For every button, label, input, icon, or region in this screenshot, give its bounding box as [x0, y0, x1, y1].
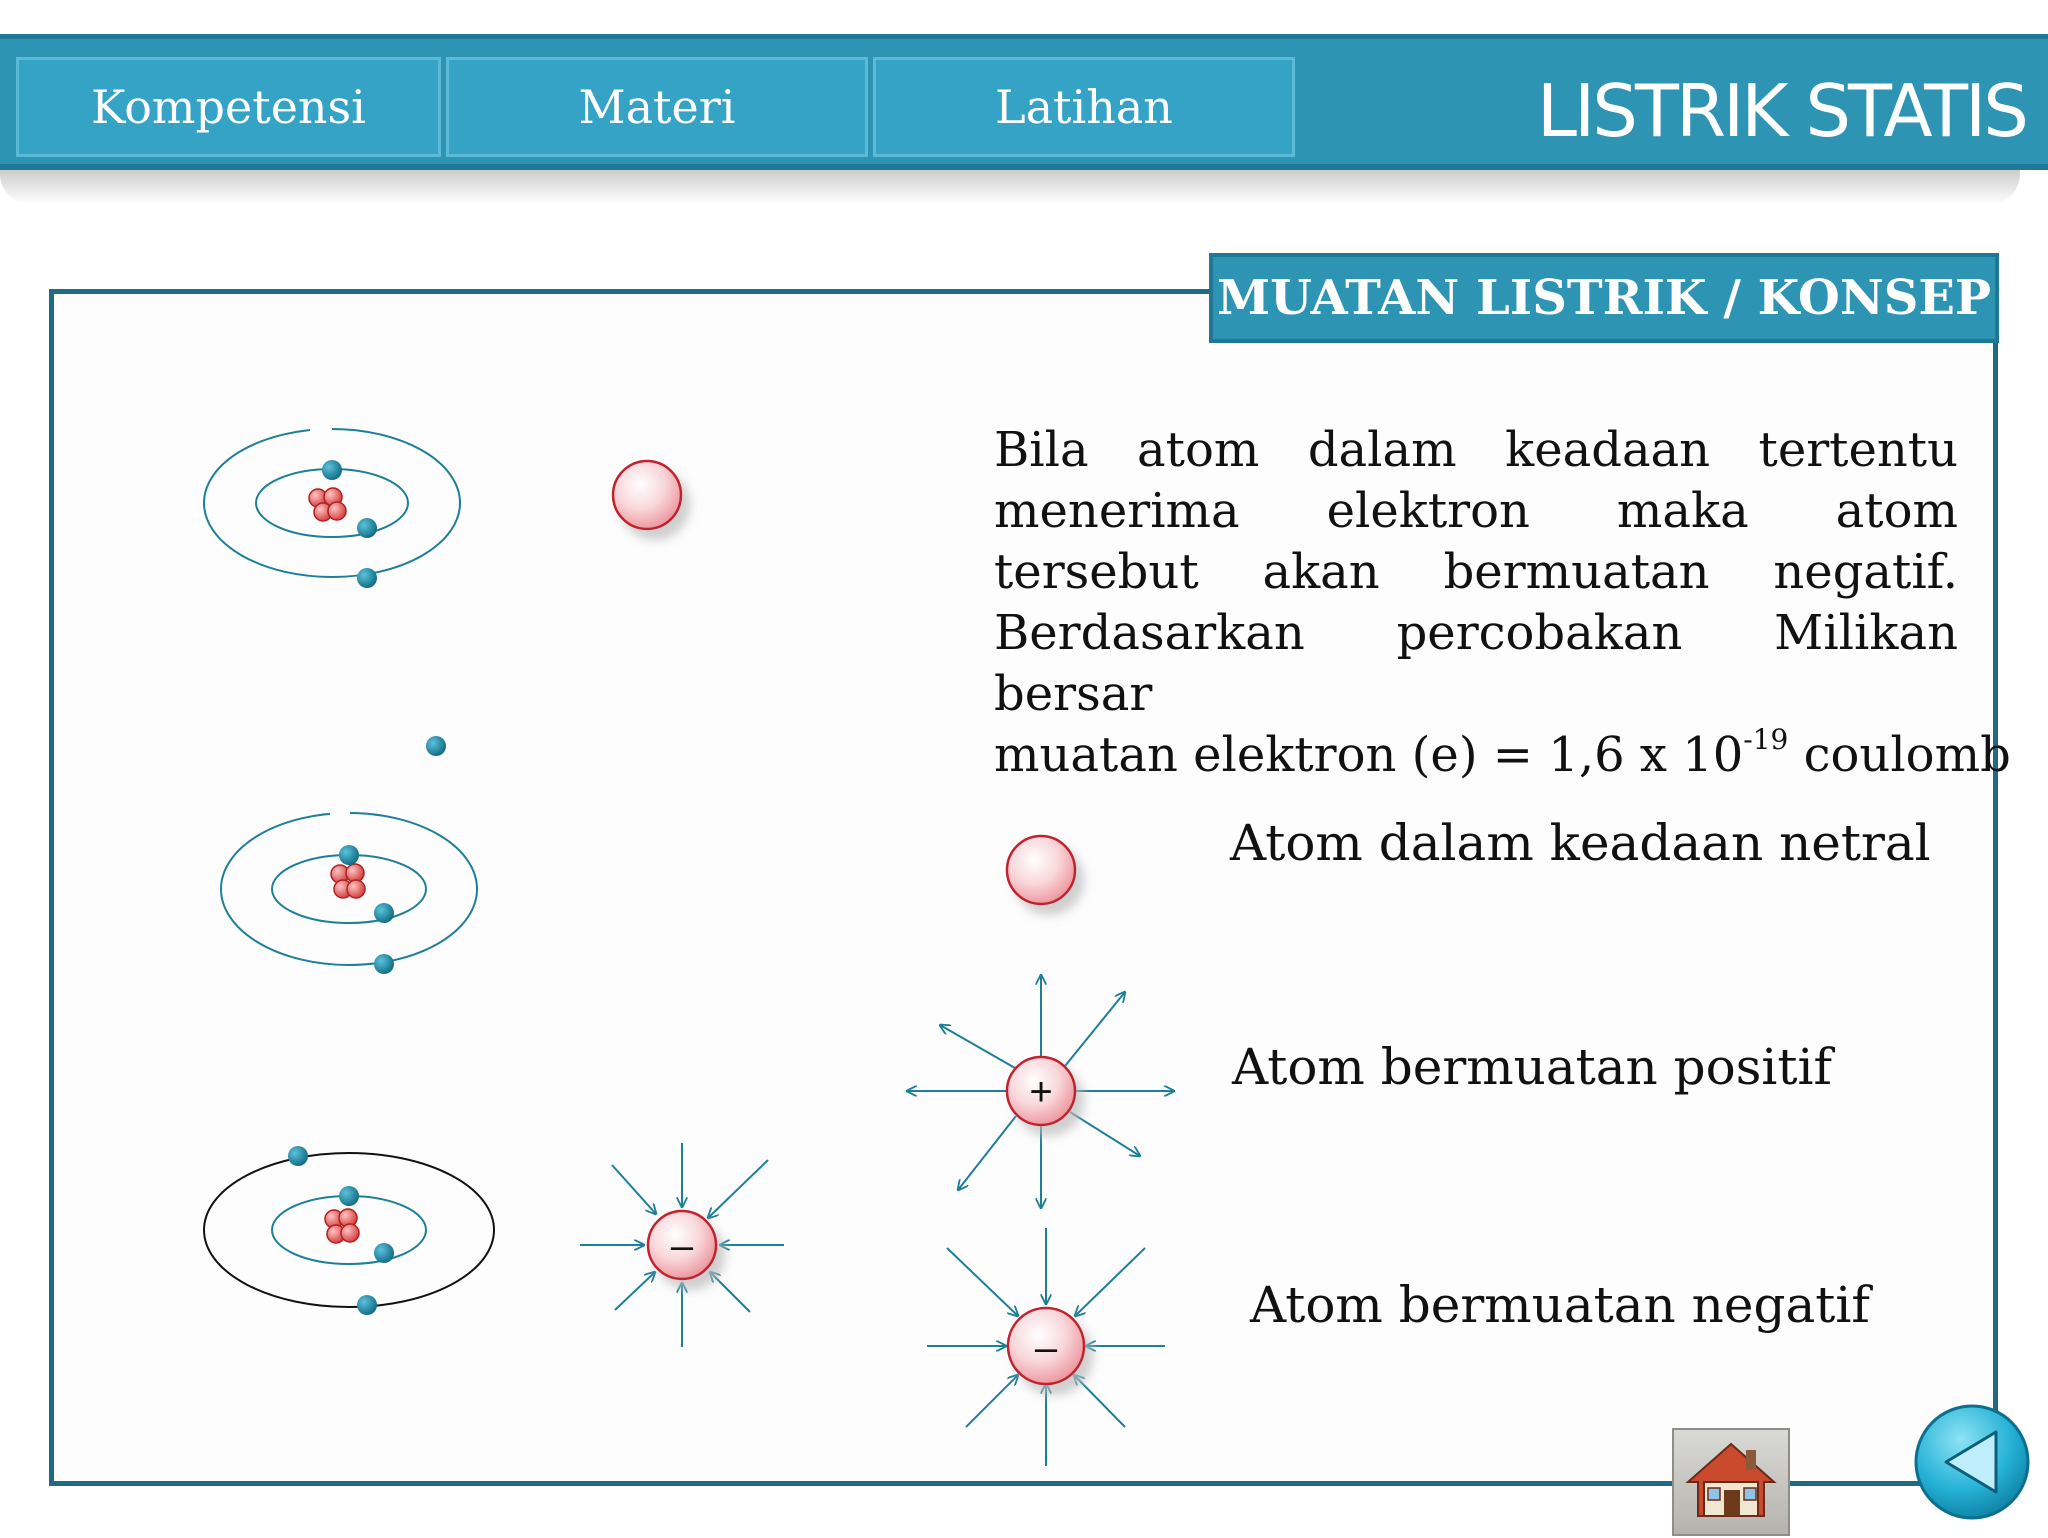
label-atom-negatif: Atom bermuatan negatif	[1250, 1276, 1870, 1334]
nucleus-1	[309, 488, 346, 521]
paragraph-negative-charge: Bila atom dalam keadaan tertentu menerima elektron maka atom tersebut akan bermuatan negatif.	[994, 422, 1958, 600]
electron-icon	[339, 1186, 359, 1206]
electron-icon	[339, 845, 359, 865]
electron-charge-unit: coulomb	[1788, 727, 2011, 783]
electron-charge-line-2	[994, 723, 2011, 786]
back-button[interactable]	[1912, 1402, 2032, 1522]
electron-icon	[374, 954, 394, 974]
electron-charge-prefix: muatan elektron (e) = 1,6 x 10	[994, 727, 1744, 783]
tab-kompetensi[interactable]: Kompetensi	[16, 57, 441, 157]
triangle-left-icon	[1912, 1402, 2032, 1522]
app-title: LISTRIK STATIS	[1536, 69, 2026, 153]
label-atom-positif: Atom bermuatan positif	[1232, 1038, 1832, 1096]
paragraph-electron-charge	[994, 603, 2011, 786]
electron-icon	[322, 460, 342, 480]
electron-icon	[357, 568, 377, 588]
electron-icon	[288, 1146, 308, 1166]
free-electron-icon	[426, 736, 446, 756]
electron-icon	[357, 518, 377, 538]
minus-sign: –	[1034, 1326, 1058, 1370]
tab-latihan[interactable]: Latihan	[873, 57, 1295, 157]
electron-icon	[374, 903, 394, 923]
nucleus-2	[331, 864, 365, 898]
charge-sphere-neutral-1	[613, 461, 681, 529]
electron-charge-exponent: -19	[1743, 723, 1789, 756]
electron-icon	[357, 1295, 377, 1315]
atom-2	[221, 806, 477, 974]
nucleus-3	[325, 1209, 359, 1243]
label-atom-netral: Atom dalam keadaan netral	[1230, 814, 1931, 872]
home-icon	[1674, 1430, 1788, 1534]
home-button[interactable]	[1672, 1428, 1790, 1536]
minus-sign: –	[670, 1224, 694, 1268]
section-title: MUATAN LISTRIK / KONSEP	[1209, 253, 1999, 343]
electron-icon	[374, 1243, 394, 1263]
atom-3	[204, 1146, 494, 1315]
charge-sphere-neutral-2	[1007, 836, 1075, 904]
tab-materi[interactable]: Materi	[446, 57, 868, 157]
electron-charge-line-1: Berdasarkan percobakan Milikan bersar	[994, 605, 1958, 722]
plus-sign: +	[1029, 1070, 1053, 1114]
atom-1	[204, 420, 460, 588]
